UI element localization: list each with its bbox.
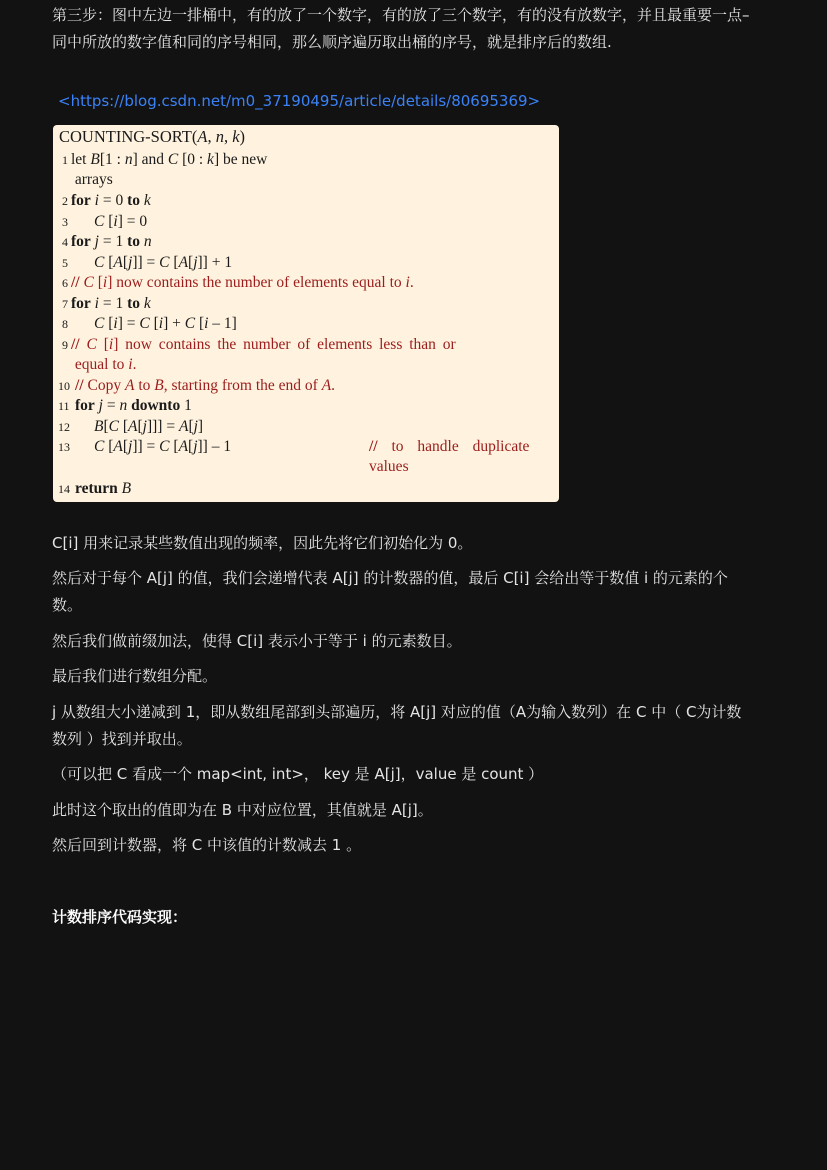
side-comment-cont: values [369, 458, 409, 475]
paragraph: 然后回到计数器，将 C 中该值的计数减去 1 。 [52, 836, 362, 854]
intro-line-1: 第三步：图中左边一排桶中，有的放了一个数字，有的放了三个数字，有的没有放数字，并且最重要一点– [52, 6, 750, 24]
paragraph: C[i] 用来记录某些数值出现的频率，因此先将它们初始化为 0。 [52, 534, 473, 552]
paragraph: j 从数组大小递减到 1，即从数组尾部到头部遍历，将 A[j] 对应的值（A为输入数列）在 C 中（ C为计数 [52, 703, 742, 721]
line-number: 4 [62, 235, 68, 249]
code-line: for j = n downto 1 [75, 397, 192, 414]
paragraph: 最后我们进行数组分配。 [52, 667, 218, 685]
pseudocode-title: COUNTING-SORT(A, n, k) [59, 127, 246, 146]
line-number: 10 [58, 379, 70, 393]
paragraph: （可以把 C 看成一个 map<int, int>， key 是 A[j]，value 是 count ） [52, 765, 544, 783]
code-comment: // C [i] now contains the number of elements equal to i. [71, 274, 414, 291]
line-number: 8 [62, 317, 68, 331]
side-comment: // to handle duplicate [369, 438, 530, 455]
line-number: 12 [58, 420, 70, 434]
line-number: 7 [62, 297, 68, 311]
code-line: for i = 1 to k [71, 295, 151, 312]
line-number: 2 [62, 194, 68, 208]
paragraph: 然后我们做前缀加法，使得 C[i] 表示小于等于 i 的元素数目。 [52, 632, 462, 650]
code-line: for j = 1 to n [71, 233, 152, 250]
code-line: B[C [A[j]]] = A[j] [94, 418, 204, 435]
code-line: C [A[j]] = C [A[j]] + 1 [94, 254, 233, 271]
section-heading: 计数排序代码实现： [52, 908, 188, 926]
line-number: 13 [58, 440, 70, 454]
line-number: 6 [62, 276, 68, 290]
code-comment: // Copy A to B, starting from the end of A. [75, 377, 336, 394]
line-number: 14 [58, 482, 70, 496]
pseudocode-image [53, 125, 559, 502]
code-line-cont: arrays [71, 171, 113, 188]
code-line: let B[1 : n] and C [0 : k] be new [71, 151, 268, 168]
paragraph: 然后对于每个 A[j] 的值，我们会递增代表 A[j] 的计数器的值，最后 C[i] 会给出等于数值 i 的元素的个 [52, 569, 728, 587]
code-line: C [i] = 0 [94, 213, 148, 230]
code-line: C [i] = C [i] + C [i – 1] [94, 315, 237, 332]
source-link[interactable]: <https://blog.csdn.net/m0_37190495/article/details/80695369> [58, 92, 541, 110]
paragraph: 数列 ）找到并取出。 [52, 730, 192, 748]
intro-paragraph [52, 2, 777, 56]
code-line: for i = 0 to k [71, 192, 151, 209]
line-number: 9 [62, 338, 68, 352]
code-line: return B [75, 480, 132, 497]
paragraph: 此时这个取出的值即为在 B 中对应位置，其值就是 A[j]。 [52, 801, 433, 819]
code-comment-cont: equal to i. [71, 356, 137, 373]
code-line: C [A[j]] = C [A[j]] – 1 [94, 438, 232, 455]
line-number: 5 [62, 256, 68, 270]
line-number: 11 [58, 399, 70, 413]
code-comment: // C [i] now contains the number of elements less than or [71, 336, 456, 353]
line-number: 1 [62, 153, 68, 167]
paragraph: 数。 [52, 596, 83, 614]
line-number: 3 [62, 215, 68, 229]
intro-line-2: 同中所放的数字值和同的序号相同，那么顺序遍历取出桶的序号，就是排序后的数组. [52, 33, 612, 51]
